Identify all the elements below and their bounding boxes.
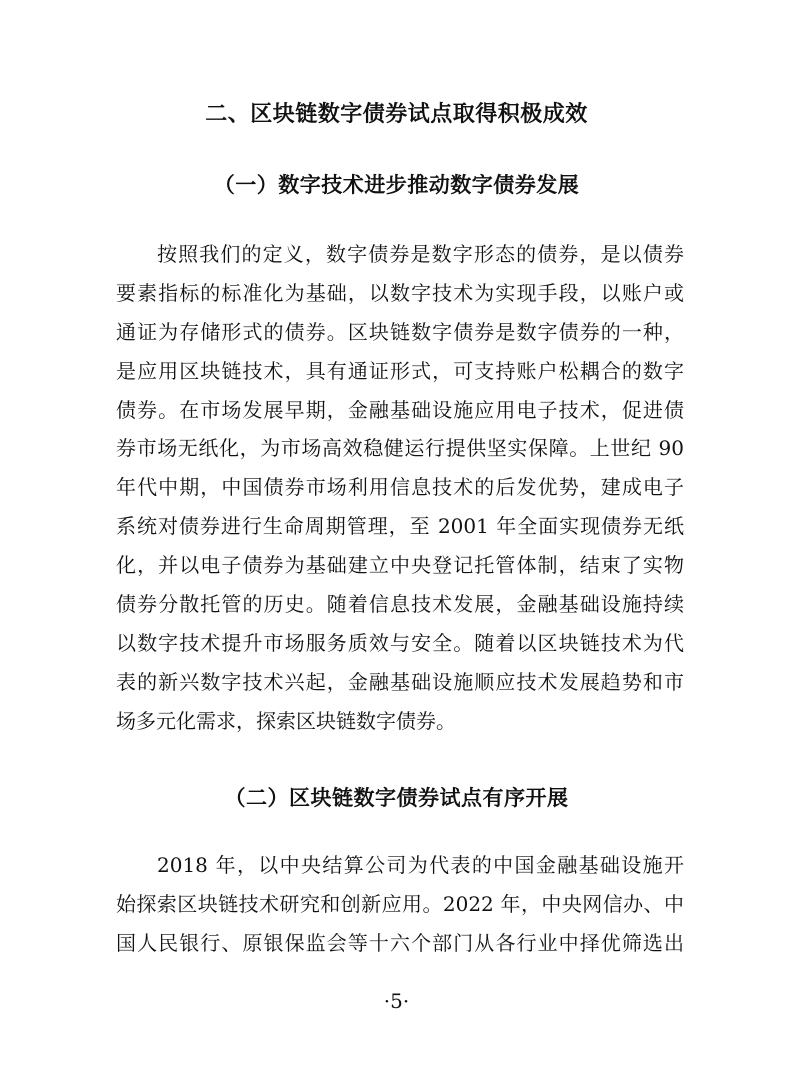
paragraph-line: 是应用区块链技术，具有通证形式，可支持账户松耦合的数字 [116, 358, 684, 383]
page-number: ·5· [383, 989, 410, 1013]
paragraph-line: 化，并以电子债券为基础建立中央登记托管体制，结束了实物 [116, 553, 684, 578]
paragraph-line: 通证为存储形式的债券。区块链数字债券是数字债券的一种， [116, 319, 684, 344]
paragraph-line: 要素指标的标准化为基础，以数字技术为实现手段，以账户或 [116, 280, 684, 305]
paragraph-line: 年代中期，中国债券市场利用信息技术的后发优势，建成电子 [116, 475, 684, 500]
paragraph-line: 始探索区块链技术研究和创新应用。2022 年，中央网信办、中 [116, 891, 684, 916]
paragraph-line: 场多元化需求，探索区块链数字债券。 [116, 708, 456, 733]
paragraph-line: 按照我们的定义，数字债券是数字形态的债券，是以债券 [157, 242, 684, 266]
section-title: 二、区块链数字债券试点取得积极成效 [205, 102, 588, 127]
paragraph-line: 债券。在市场发展早期，金融基础设施应用电子技术，促进债 [116, 397, 684, 422]
subsection-2-paragraph [116, 846, 684, 963]
paragraph-line: 债券分散托管的历史。随着信息技术发展，金融基础设施持续 [116, 592, 684, 617]
subsection-1-title: （一）数字技术进步推动数字债券发展 [213, 173, 580, 197]
paragraph-line: 系统对债券进行生命周期管理，至 2001 年全面实现债券无纸 [116, 514, 684, 539]
paragraph-line: 2018 年，以中央结算公司为代表的中国金融基础设施开 [157, 853, 684, 877]
paragraph-line: 以数字技术提升市场服务质效与安全。随着以区块链技术为代 [116, 630, 684, 655]
paragraph-line: 表的新兴数字技术兴起，金融基础设施顺应技术发展趋势和市 [116, 669, 684, 694]
subsection-2-title: （二）区块链数字债券试点有序开展 [224, 786, 569, 810]
paragraph-line: 国人民银行、原银保监会等十六个部门从各行业中择优筛选出 [116, 930, 684, 955]
subsection-1-paragraph [116, 235, 684, 741]
paragraph-line: 券市场无纸化，为市场高效稳健运行提供坚实保障。上世纪 90 [116, 436, 684, 461]
